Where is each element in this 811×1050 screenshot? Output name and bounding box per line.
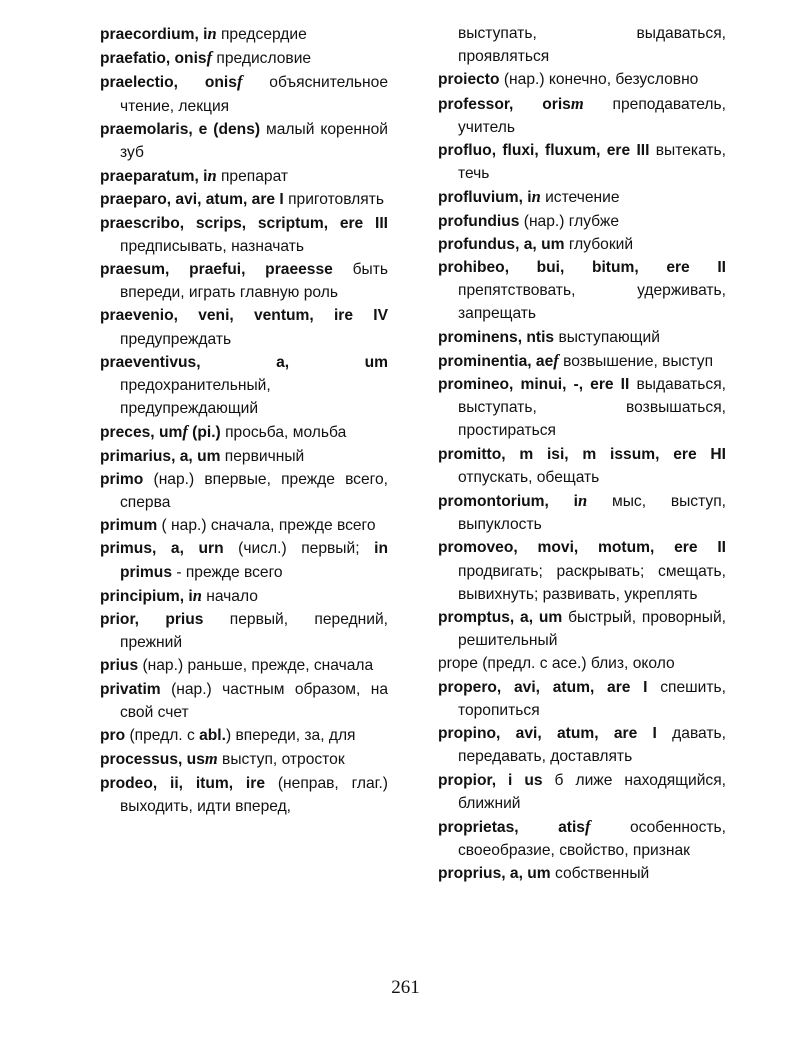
- entry-pro: [100, 724, 388, 747]
- entry-prodeo: [100, 772, 388, 818]
- definition: выступ, отросток: [217, 751, 345, 769]
- headword: promitto, m isi, m issum, ere HI: [438, 445, 726, 463]
- entry-prominentia: [438, 349, 726, 373]
- definition: (нар.) впервые, прежде всего, сперва: [120, 470, 388, 512]
- definition: ( нар.) сначала, прежде всего: [157, 517, 376, 535]
- headword: principium, i: [100, 587, 193, 605]
- headword: profundus, a, um: [438, 235, 565, 253]
- headword: promoveo, movi, motum, ere II: [438, 539, 726, 557]
- entry-propino: [438, 722, 726, 768]
- definition: собственный: [550, 865, 650, 883]
- headword: praeparo, avi, atum, are I: [100, 191, 284, 209]
- definition-extra: просьба, мольба: [220, 424, 347, 442]
- headword: prominens, ntis: [438, 328, 555, 346]
- headword: propero, avi, atum, are I: [438, 678, 648, 696]
- entry-praeparo: [100, 188, 388, 211]
- entry-profluvium: [438, 185, 726, 209]
- definition: вытекать, течь: [458, 142, 726, 183]
- headword: praelectio, onis: [100, 74, 237, 92]
- definition: отпускать, обещать: [458, 468, 600, 486]
- headword: praescribo, scrips, scriptum, ere III: [100, 214, 388, 232]
- definition: предупреждать: [120, 330, 232, 348]
- definition: быть впереди, играть главную роль: [120, 261, 388, 302]
- definition: возвышение, выступ: [558, 352, 714, 370]
- entry-prior: [100, 608, 388, 654]
- definition-extra: ) впереди, за, для: [225, 727, 356, 745]
- entry-primarius: [100, 445, 388, 468]
- entry-processus: [100, 747, 388, 771]
- entry-profluo: [438, 139, 726, 185]
- entry-principium: [100, 584, 388, 608]
- definition: предсердие: [216, 26, 307, 43]
- entry-propior: [438, 769, 726, 815]
- headword: professor, oris: [438, 95, 571, 113]
- definition: б лиже находящийся, ближний: [458, 771, 726, 812]
- entry-praefatio: [100, 46, 388, 70]
- grammar-label: f: [236, 72, 243, 92]
- headword: prior, prius: [100, 611, 204, 629]
- definition: малый коренной зуб: [120, 120, 388, 162]
- definition: предохранительный, предупреждающий: [120, 377, 271, 418]
- grammar-label: f: [553, 350, 559, 370]
- definition: начало: [201, 587, 258, 605]
- headword: prominentia, ae: [438, 352, 554, 370]
- definition: препарат: [216, 168, 289, 186]
- headword: profluvium, i: [438, 189, 532, 207]
- entry-profundus: [438, 233, 726, 256]
- headword: proprietas, atis: [438, 818, 585, 836]
- headword: profundius: [438, 212, 520, 230]
- definition: глубокий: [564, 235, 634, 253]
- headword: praevenio, veni, ventum, ire IV: [100, 307, 388, 325]
- headword: praeparatum, i: [100, 168, 208, 186]
- headword: prius: [100, 657, 139, 675]
- definition: выступать, выдаваться, проявляться: [458, 25, 726, 66]
- entry-primum: [100, 514, 388, 537]
- entry-prius: [100, 654, 388, 677]
- definition: предисловие: [212, 50, 312, 68]
- definition: (нар.) глубже: [519, 212, 620, 230]
- definition: первичный: [220, 447, 305, 465]
- definition: (неправ, глаг.) выходить, идти вперед,: [120, 774, 388, 815]
- entry-promptus: [438, 606, 726, 652]
- definition-extra: - прежде всего: [172, 563, 283, 581]
- headword: propior, i us: [438, 771, 543, 789]
- headword: promineo, minui, -, ere II: [438, 376, 630, 394]
- entry-privatim: [100, 678, 388, 724]
- headword: praefatio, onis: [100, 50, 207, 68]
- entry-praecordium: [100, 22, 388, 46]
- definition: (нар.) раньше, прежде, сначала: [138, 657, 374, 675]
- definition: истечение: [540, 189, 620, 207]
- definition: приготовлять: [283, 191, 384, 209]
- entry-prope: [438, 652, 726, 675]
- entry-praemolaris: [100, 118, 388, 164]
- entry-praescribo: [100, 212, 388, 258]
- headword: praeventivus, a, um: [100, 353, 388, 371]
- headword: praecordium, i: [100, 26, 208, 43]
- definition: продвигать; раскрывать; смещать, вывихнуть; развивать, укреплять: [458, 562, 726, 603]
- headword: praemolaris, e (dens): [100, 120, 261, 138]
- entry-praeventivus: [100, 351, 388, 421]
- entry-promineo: [438, 373, 726, 443]
- definition: (числ.) первый;: [223, 540, 360, 558]
- headword: privatim: [100, 680, 161, 698]
- definition: выдаваться, выступать, возвышаться, простираться: [458, 376, 726, 440]
- headword-extra: (pi.): [187, 424, 221, 442]
- left-column: [100, 22, 388, 818]
- headword: proprius, a, um: [438, 865, 551, 883]
- entry-praevenio: [100, 304, 388, 350]
- definition: (предл. с: [125, 727, 195, 745]
- page-number: 261: [391, 977, 420, 998]
- headword: primarius, a, um: [100, 447, 221, 465]
- definition: первый, передний, прежний: [120, 611, 389, 652]
- entry-promoveo: [438, 536, 726, 606]
- headword: proiecto: [438, 71, 500, 89]
- headword: prohibeo, bui, bitum, ere II: [438, 259, 726, 277]
- grammar-label: m: [204, 749, 218, 769]
- headword: primo: [100, 470, 144, 488]
- grammar-label: f: [206, 48, 213, 68]
- entry-professor: [438, 92, 726, 139]
- definition: (нар.) частным образом, на свой счет: [120, 680, 388, 721]
- entry-praesum: [100, 258, 388, 304]
- entry-prodeo-cont: [438, 22, 726, 68]
- grammar-label: n: [531, 187, 541, 207]
- grammar-label: m: [570, 93, 584, 113]
- entry-primo: [100, 468, 388, 514]
- grammar-label: n: [207, 166, 217, 186]
- definition: объяснительное чтение, лекция: [120, 74, 389, 115]
- definition: мыс, выступ, выпуклость: [458, 493, 726, 534]
- definition: спешить, торопиться: [458, 678, 726, 719]
- headword: primus, a, urn: [100, 540, 224, 558]
- grammar-label: f: [584, 816, 591, 836]
- entry-proprius: [438, 862, 726, 885]
- headword: profluo, fluxi, fluxum, ere III: [438, 142, 650, 160]
- headword-extra: abl.: [194, 727, 226, 745]
- headword: primum: [100, 517, 158, 535]
- definition: (нар.) конечно, безусловно: [499, 71, 699, 89]
- entry-praelectio: [100, 70, 388, 117]
- headword: processus, us: [100, 751, 205, 769]
- headword: promptus, a, um: [438, 609, 563, 627]
- grammar-label: n: [207, 24, 217, 43]
- definition: препятствовать, удерживать, запрещать: [458, 282, 726, 323]
- headword: preces, um: [100, 424, 183, 442]
- definition: выступающий: [554, 328, 660, 346]
- definition: особенность, своеобразие, свойство, признак: [458, 818, 727, 860]
- definition: быстрый, проворный, решительный: [458, 609, 726, 650]
- headword: praesum, praefui, praeesse: [100, 261, 333, 279]
- entry-profundius: [438, 210, 726, 233]
- headword: prodeo, ii, itum, ire: [100, 774, 266, 792]
- definition: предписывать, назначать: [120, 237, 304, 255]
- headword: promontorium, i: [438, 493, 578, 511]
- entry-proprietas: [438, 815, 726, 862]
- entry-praeparatum: [100, 164, 388, 188]
- right-column: [438, 22, 726, 886]
- definition: преподаватель, учитель: [458, 95, 726, 136]
- entry-propero: [438, 676, 726, 722]
- definition: prope (предл. с асе.) близ, около: [438, 655, 675, 673]
- grammar-label: f: [182, 422, 188, 442]
- entry-primus: [100, 537, 388, 583]
- headword: propino, avi, atum, are I: [438, 725, 657, 743]
- definition: давать, передавать, доставлять: [458, 725, 726, 766]
- grammar-label: n: [192, 585, 202, 605]
- entry-promontorium: [438, 489, 726, 536]
- headword-extra: in primus: [120, 540, 388, 581]
- entry-preces: [100, 420, 388, 444]
- entry-promitto: [438, 443, 726, 489]
- entry-proiecto: [438, 68, 726, 91]
- entry-prominens: [438, 326, 726, 349]
- entry-prohibeo: [438, 256, 726, 326]
- grammar-label: n: [578, 491, 588, 511]
- headword: pro: [100, 727, 126, 745]
